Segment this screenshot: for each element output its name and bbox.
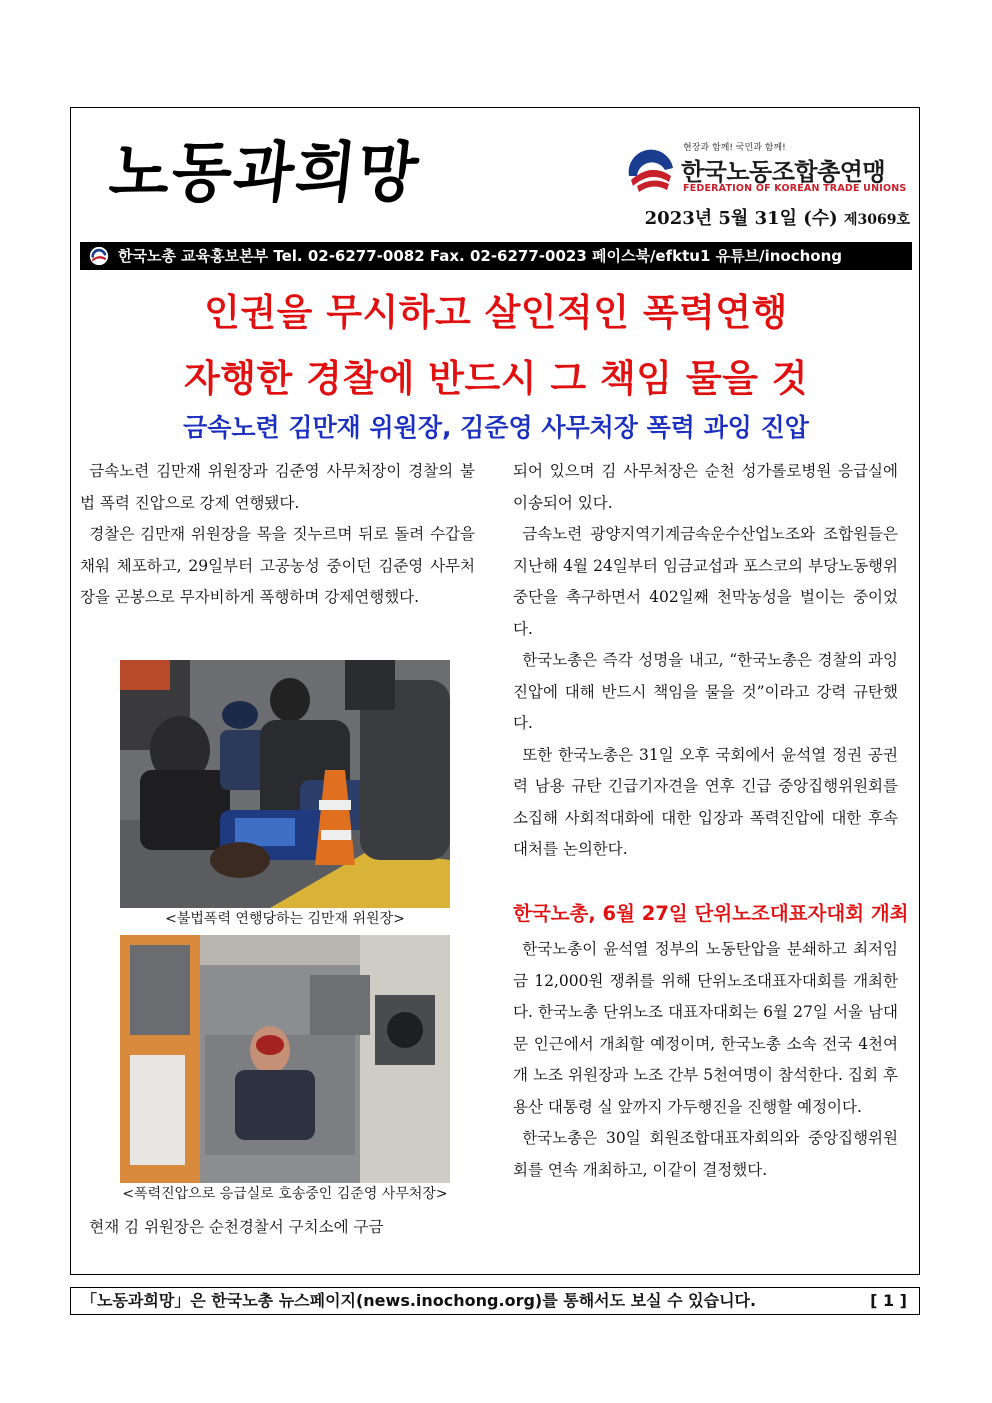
photo-ambulance-image xyxy=(120,935,450,1183)
footer-bar xyxy=(70,1287,920,1315)
masthead xyxy=(106,128,470,218)
contact-text: 한국노총 교육홍보본부 Tel. 02-6277-0082 Fax. 02-6277-0023 페이스북/efktu1 유튜브/inochong xyxy=(118,247,842,265)
article-paragraph: 되어 있으며 김 사무처장은 순천 성가롤로병원 응급실에 이송되어 있다. xyxy=(513,462,898,512)
article2-title: 한국노총, 6월 27일 단위노조대표자대회 개최 xyxy=(513,902,909,925)
headline-line-1: 인권을 무시하고 살인적인 폭력연행 xyxy=(204,291,788,334)
org-logo xyxy=(625,140,910,200)
photo-caption: <폭력진압으로 응급실로 호송중인 김준영 사무처장> xyxy=(122,1186,448,1202)
logo-tagline: 현장과 함께! 국민과 함께! xyxy=(683,143,786,153)
subheadline: 금속노련 김만재 위원장, 김준영 사무처장 폭력 과잉 진압 xyxy=(183,413,809,442)
article-paragraph: 한국노총은 즉각 성명을 내고, “한국노총은 경찰의 과잉진압에 대해 반드시 책임을 물을 것”이라고 강력 규탄했다. xyxy=(513,651,898,732)
photo-arrest-image xyxy=(120,660,450,908)
photo-caption: <불법폭력 연행당하는 김만재 위원장> xyxy=(165,911,405,927)
issue-number: 제3069호 xyxy=(843,212,910,228)
photo-arrest xyxy=(120,660,450,908)
contact-bar xyxy=(80,242,912,270)
page-number: [ 1 ] xyxy=(870,1291,907,1310)
issue-date: 2023년 5월 31일 (수) xyxy=(644,208,838,229)
logo-org-name-english: FEDERATION OF KOREAN TRADE UNIONS xyxy=(683,183,907,194)
headline-line-2: 자행한 경찰에 반드시 그 책임 물을 것 xyxy=(184,357,808,400)
fktu-emblem-icon xyxy=(625,146,677,194)
article-paragraph: 한국노총은 30일 회원조합대표자회의와 중앙집행위원회를 연속 개최하고, 이같이 결정했다. xyxy=(513,1129,898,1179)
article-paragraph: 경찰은 김만재 위원장을 목을 짓누르며 뒤로 돌려 수갑을 채워 체포하고, 29일부터 고공농성 중이던 김준영 사무처장을 곤봉으로 무자비하게 폭행하며 강제연행했다. xyxy=(80,525,475,606)
article2-body xyxy=(513,934,898,1186)
photo-ambulance xyxy=(120,935,450,1183)
article-paragraph: 현재 김 위원장은 순천경찰서 구치소에 구금 xyxy=(89,1218,384,1236)
article-paragraph: 금속노련 광양지역기계금속운수산업노조와 조합원들은 지난해 4월 24일부터 임금교섭과 포스코의 부당노동행위 중단을 촉구하면서 402일째 천막농성을 벌이는 중이었다. xyxy=(513,525,898,638)
footer-text: 「노동과희망」은 한국노총 뉴스페이지(news.inochong.org)를 통해서도 보실 수 있습니다. xyxy=(81,1291,757,1310)
logo-org-name-korean: 한국노동조합총연맹 xyxy=(681,158,886,186)
fktu-emblem-icon xyxy=(88,246,110,266)
article-paragraph: 또한 한국노총은 31일 오후 국회에서 윤석열 정권 공권력 남용 규탄 긴급기자견을 연후 긴급 중앙집행위원회를 소집해 사회적대화에 대한 입장과 폭력진압에 대한 후속대처를 논의한다. xyxy=(513,745,898,858)
article-paragraph: 한국노총이 윤석열 정부의 노동탄압을 분쇄하고 최저임금 12,000원 쟁취를 위해 단위노조대표자대회를 개최한다. 한국노총 단위노조 대표자대회는 6월 27일 서울 남대문 인근에서 개최할 예정이며, 한국노총 소속 전국 4천여개 노조 위원장과 노조 간부 5천여명이 참석한다. 집회 후 용산 대통령 실 앞까지 가두행진을 진행할 예정이다. xyxy=(513,940,898,1116)
article1-left-column xyxy=(80,456,475,614)
article1-right-column xyxy=(513,456,898,866)
article-paragraph: 금속노련 김만재 위원장과 김준영 사무처장이 경찰의 불법 폭력 진압으로 강제 연행됐다. xyxy=(80,462,475,512)
masthead-title: 노동과희망 xyxy=(106,134,424,211)
issue-info xyxy=(645,204,910,230)
